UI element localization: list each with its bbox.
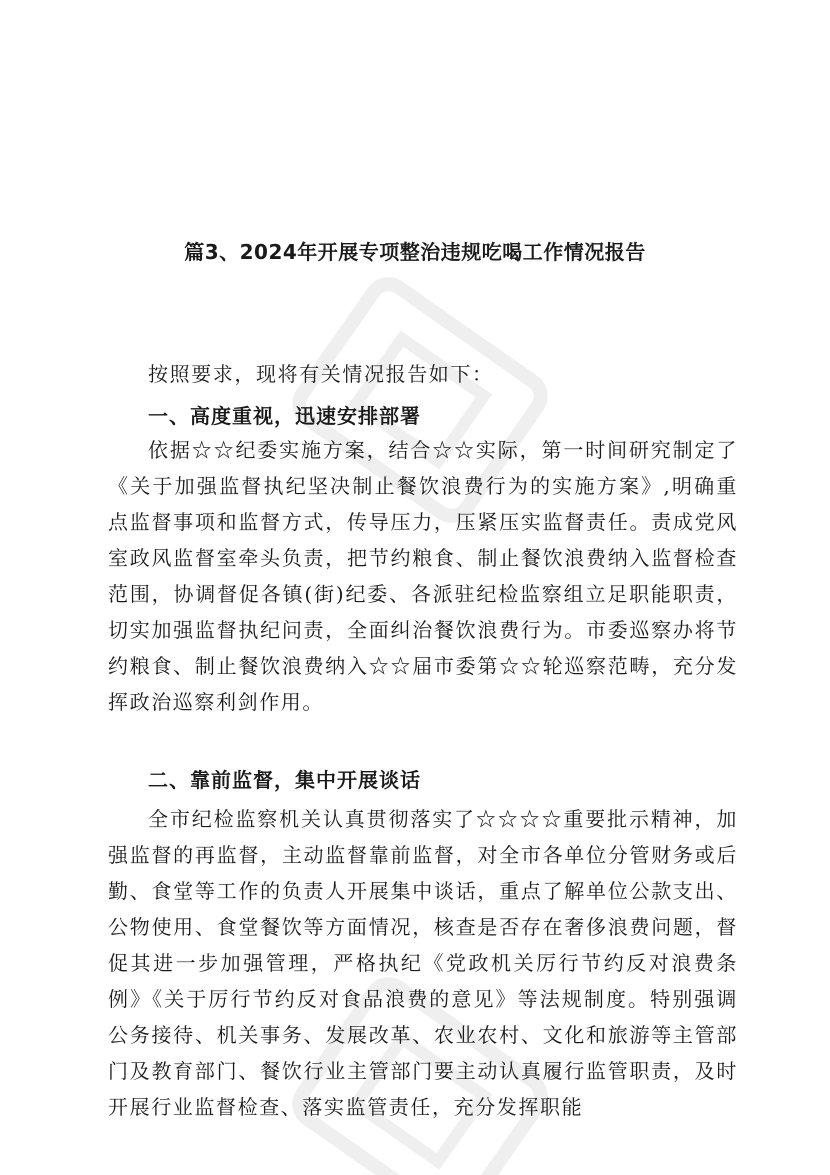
- section-heading: 一、高度重视，迅速安排部署: [148, 404, 421, 428]
- section-heading: 二、靠前监督，集中开展谈话: [148, 768, 421, 792]
- document-title: 篇3、2024年开展专项整治违规吃喝工作情况报告: [184, 240, 646, 264]
- intro-paragraph: 按照要求，现将有关情况报告如下：: [148, 362, 494, 386]
- section-paragraph: 依据☆☆纪委实施方案，结合☆☆实际，第一时间研究制定了《关于加强监督执纪坚决制止餐饮浪费行为的实施方案》,明确重点监督事项和监督方式，传导压力，压紧压实监督责任。责成党风室政风监督室牵头负责，把节约粮食、制止餐饮浪费纳入监督检查范围，协调督促各镇(街)纪委、各派驻纪检监察组立足职能职责，切实加强监督执纪问责，全面纠治餐饮浪费行为。市委巡察办将节约粮食、制止餐饮浪费纳入☆☆届市委第☆☆轮巡察范畴，充分发挥政治巡察利剑作用。: [108, 438, 738, 714]
- section-paragraph: 全市纪检监察机关认真贯彻落实了☆☆☆☆重要批示精神，加强监督的再监督，主动监督靠前监督，对全市各单位分管财务或后勤、食堂等工作的负责人开展集中谈话，重点了解单位公款支出、公物使用、食堂餐饮等方面情况，核查是否存在奢侈浪费问题，督促其进一步加强管理，严格执纪《党政机关厉行节约反对浪费条例》《关于厉行节约反对食品浪费的意见》等法规制度。特别强调公务接待、机关事务、发展改革、农业农村、文化和旅游等主管部门及教育部门、餐饮行业主管部门要主动认真履行监管职责，及时开展行业监督检查、落实监管责任，充分发挥职能: [108, 807, 738, 1119]
